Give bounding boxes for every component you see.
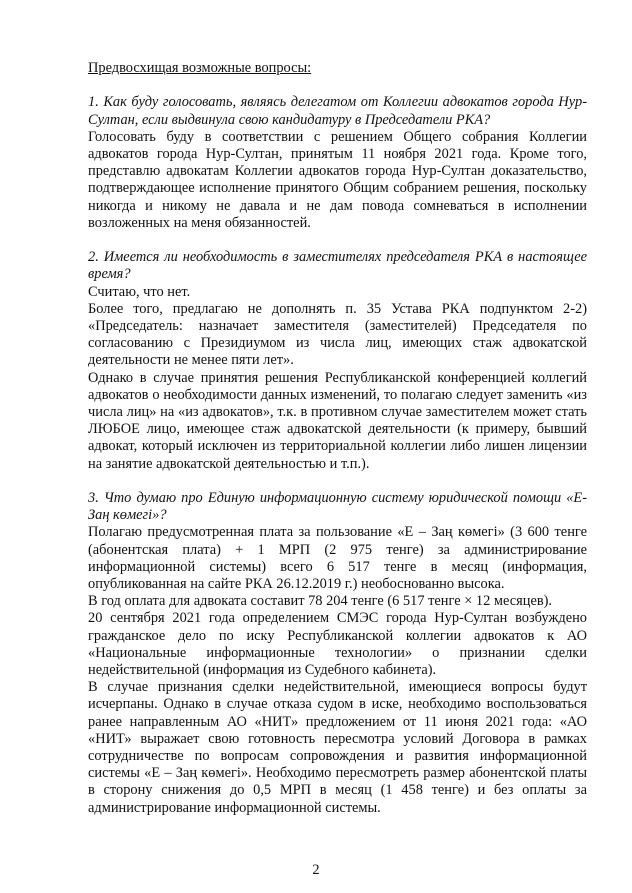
answer-3-paragraph-2: В год оплата для адвоката составит 78 204 тенге (6 517 тенге × 12 месяцев).	[88, 593, 553, 610]
answer-3-paragraph-3: 20 сентября 2021 года определением СМЭС города Нур-Султан возбуждено гражданское дело по иску Республиканской коллегии адвокатов к АО «Национальные информационные технологии» о признании сделки недействительной (информация из Судебного кабинета).	[88, 610, 587, 679]
answer-1-paragraph-1: Голосовать буду в соответствии с решением Общего собрания Коллегии адвокатов города Нур-Султан, принятым 11 ноября 2021 года. Кроме того, представлю адвокатам Коллегии адвокатов города Нур-Султан доказательство, подтверждающее исполнение принятого Общим собранием решения, поскольку никогда и никому не давала и не дам повода сомневаться в исполнении возложенных на меня обязанностей.	[88, 128, 587, 231]
answer-2-paragraph-1: Считаю, что нет.	[88, 283, 191, 300]
answer-2-paragraph-2: Более того, предлагаю не дополнять п. 35 Устава РКА подпунктом 2-2) «Председатель: назначает заместителя (заместителей) Председателя по согласованию с Президиумом из числа лиц, имеющих стаж адвокатской деятельности не менее пяти лет».	[88, 300, 587, 369]
page-number: 2	[312, 862, 320, 878]
answer-3-paragraph-1: Полагаю предусмотренная плата за пользование «Е – Заң көмегі» (3 600 тенге (абонентская плата) + 1 МРП (2 975 тенге) за администрирование информационной системы) всего 6 517 тенге в месяц (информация, опубликованная на сайте РКА 26.12.2019 г.) необоснованно высока.	[88, 524, 587, 593]
section-2	[88, 249, 587, 473]
question-1: 1. Как буду голосовать, являясь делегатом от Коллегии адвокатов города Нур-Султан, если выдвинула свою кандидатуру в Председатели РКА?	[88, 94, 587, 128]
section-3	[88, 490, 587, 817]
question-3: 3. Что думаю про Единую информационную систему юридической помощи «Е-Заң көмегі»?	[88, 490, 587, 524]
section-1	[88, 94, 587, 232]
spacer	[88, 77, 587, 94]
answer-3-paragraph-4: В случае признания сделки недействительной, имеющиеся вопросы будут исчерпаны. Однако в случае отказа судом в иске, необходимо воспользоваться ранее направленным АО «НИТ» предложением от 11 июня 2021 года: «АО «НИТ» выражает свою готовность пересмотра условий Договора в рамках сотрудничестве по вопросам сопровождения и развития информационной системы «Е – Заң көмегі». Необходимо пересмотреть размер абонентской платы в сторону снижения до 0,5 МРП в месяц (1 458 тенге) и без оплаты за администрирование информационной системы.	[88, 679, 587, 816]
spacer	[88, 232, 587, 249]
answer-2-paragraph-3: Однако в случае принятия решения Республиканской конференцией коллегий адвокатов о необходимости данных изменений, то полагаю следует заменить «из числа лиц» на «из адвокатов», т.к. в противном случае заместителем может стать ЛЮБОЕ лицо, имеющее стаж адвокатской деятельности (к примеру, бывший адвокат, который исключен из территориальной коллегии либо лишен лицензии на занятие адвокатской деятельностью и т.п.).	[88, 369, 587, 472]
question-2: 2. Имеется ли необходимость в заместителях председателя РКА в настоящее время?	[88, 249, 587, 283]
spacer	[88, 473, 587, 490]
document-heading: Предвосхищая возможные вопросы:	[88, 60, 312, 76]
document-body	[88, 60, 587, 817]
